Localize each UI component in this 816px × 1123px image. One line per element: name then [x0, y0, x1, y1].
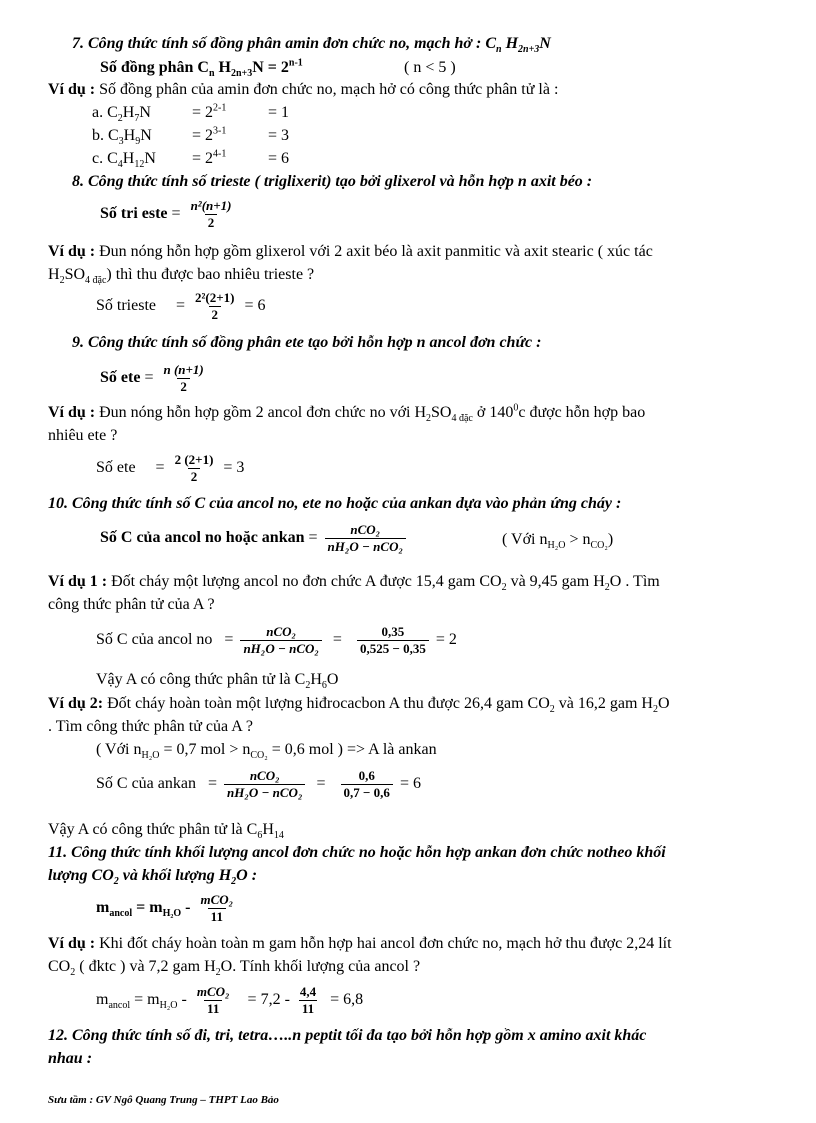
section-10-example2-conclusion: Vậy A có công thức phân tử là $C_6H_{14}$	[48, 821, 284, 842]
section-9-example-line1: Ví dụ : Đun nóng hỗn hợp gồm 2 ancol đơn chức no với $H_2SO_{4 đặc}$ ở $140^0c$ được hỗn hợp bao	[48, 402, 646, 425]
section-7-example: Ví dụ : Số đồng phân của amin đơn chức no, mạch hở có công thức phân tử là :	[48, 81, 559, 98]
list-item: c. $C_4H_{12}N$	[92, 150, 156, 171]
section-11-title-line1: 11. Công thức tính khối lượng ancol đơn chức no hoặc hỗn hợp ankan đơn chức notheo khối	[48, 844, 666, 861]
section-8-example-line2: $H_2SO_{4 đặc}$) thì thu được bao nhiêu trieste ?	[48, 266, 315, 287]
list-item-result: = 1	[268, 104, 290, 121]
section-9-formula: Số ete = $\frac{n (n+1)}{2}$	[100, 360, 210, 396]
section-7-title: 7. Công thức tính số đồng phân amin đơn chức no, mạch hở : $C_n$ $H_{2n+3}N$	[72, 35, 551, 56]
section-11-title-line2: lượng $CO_2$ và khối lượng $H_2O$ :	[48, 867, 258, 888]
fraction: $\frac{0,6}{0,7 - 0,6}$	[341, 768, 393, 801]
section-9-title: 9. Công thức tính số đồng phân ete tạo bởi hỗn hợp n ancol đơn chức :	[72, 334, 542, 351]
list-item: b. $C_3H_9N$	[92, 127, 152, 148]
list-item-result: = 6	[268, 150, 290, 167]
fraction: $\frac{\text{2²(2+1)}}{2}$	[195, 289, 235, 322]
fraction: $\frac{\text{nCO₂}}{\text{nH₂O − nCO₂}}$	[240, 624, 321, 657]
section-8-example-line1: Ví dụ : Đun nóng hỗn hợp gồm glixerol với 2 axit béo là axit panmitic và axit stearic ( xúc tác	[48, 243, 653, 260]
section-9-calc: Số ete = $\frac{2 (2+1)}{2}$ = 3	[96, 451, 245, 484]
section-9-example-line2: nhiêu ete ?	[48, 427, 118, 444]
section-10-example2-calc: Số C của ankan = $\frac{\text{nCO₂}}{\text{nH₂O − nCO₂}}$ = $\frac{0,6}{0,7 - 0,6}$ = 6	[96, 767, 421, 800]
fraction: $\frac{\text{mCO₂}}{11}$	[200, 891, 234, 924]
list-item-power: = $2^{3-1}$	[192, 125, 227, 144]
section-11-example-line2: $CO_2$ ( đktc ) và 7,2 gam $H_2O$. Tính khối lượng của ancol ?	[48, 958, 421, 979]
list-item-power: = $2^{2-1}$	[192, 102, 227, 121]
section-7-condition: ( n < 5 )	[404, 59, 456, 76]
fraction: $\frac{\text{nCO₂}}{\text{nH₂O − nCO₂}}$	[325, 522, 406, 555]
list-item-power: = $2^{4-1}$	[192, 148, 227, 167]
section-12-title-line1: 12. Công thức tính số đi, tri, tetra…..n peptit tối đa tạo bởi hỗn hợp gồm x amino axit khác	[48, 1027, 647, 1044]
section-10-example2-condition: ( Với $n_{H_2O} = 0,7$ mol > $n_{CO_2} = 0,6$ mol ) => A là ankan	[96, 741, 437, 762]
fraction: $\frac{4,4}{11}$	[299, 983, 317, 1016]
list-item-result: = 3	[268, 127, 290, 144]
fraction: $\frac{\text{mCO₂}}{11}$	[196, 983, 230, 1016]
section-8-title: 8. Công thức tính số trieste ( triglixerit) tạo bởi glixerol và hỗn hợp n axit béo :	[72, 173, 593, 190]
fraction: $\frac{2 (2+1)}{2}$	[174, 451, 214, 484]
section-7-formula: Số đồng phân $C_n$ $H_{2n+3}N = 2^{n-1}$	[100, 57, 303, 80]
fraction: $\frac{n (n+1)}{2}$	[163, 361, 204, 394]
list-item: a. $C_2H_7N$	[92, 104, 151, 125]
page-footer: Sưu tầm : GV Ngô Quang Trung – THPT Lao Bảo	[48, 1094, 279, 1106]
section-10-example1-line2: công thức phân tử của A ?	[48, 596, 215, 613]
section-8-formula: Số tri este = $\frac{\text{n²(n+1)}}{2}$	[100, 196, 238, 232]
section-10-example2-line1: Ví dụ 2: Đốt cháy hoàn toàn một lượng hiđrocacbon A thu được 26,4 gam $CO_2$ và 16,2 gam $H_2O$	[48, 695, 670, 716]
fraction: $\frac{0,35}{0,525 - 0,35}$	[357, 624, 429, 657]
section-10-example2-line2: . Tìm công thức phân tử của A ?	[48, 718, 254, 735]
section-10-example1-line1: Ví dụ 1 : Đốt cháy một lượng ancol no đơn chức A được 15,4 gam $CO_2$ và 9,45 gam $H_2O$ . Tìm	[48, 573, 660, 594]
section-11-formula: $m_{ancol} = m_{H_2O}$ - $\frac{\text{mCO₂}}{11}$	[96, 890, 239, 926]
section-11-example-line1: Ví dụ : Khi đốt cháy hoàn toàn m gam hỗn hợp hai ancol đơn chức no, mạch hở thu được 2,24 lít	[48, 935, 672, 952]
section-10-example1-conclusion: Vậy A có công thức phân tử là $C_2H_6O$	[96, 671, 339, 692]
section-8-calc: Số trieste = $\frac{\text{2²(2+1)}}{2}$ = 6	[96, 289, 266, 322]
section-10-example1-calc: Số C của ancol no = $\frac{\text{nCO₂}}{\text{nH₂O − nCO₂}}$ = $\frac{0,35}{0,525 - 0,35}$ = 2	[96, 623, 457, 656]
section-10-formula: Số C của ancol no hoặc ankan = $\frac{\text{nCO₂}}{\text{nH₂O − nCO₂}}$	[100, 520, 409, 556]
section-11-calc: $m_{ancol} = m_{H_2O}$ - $\frac{\text{mCO₂}}{11}$ = 7,2 - $\frac{4,4}{11}$ = 6,8	[96, 983, 364, 1016]
fraction: $\frac{\text{nCO₂}}{\text{nH₂O − nCO₂}}$	[224, 768, 305, 801]
section-10-title: 10. Công thức tính số C của ancol no, ete no hoặc của ankan dựa vào phản ứng cháy :	[48, 495, 622, 512]
fraction: $\frac{\text{n²(n+1)}}{2}$	[190, 197, 232, 230]
section-12-title-line2: nhau :	[48, 1050, 93, 1067]
section-10-condition: ( Với $n_{H_2O} > n_{CO_2}$)	[502, 531, 614, 552]
